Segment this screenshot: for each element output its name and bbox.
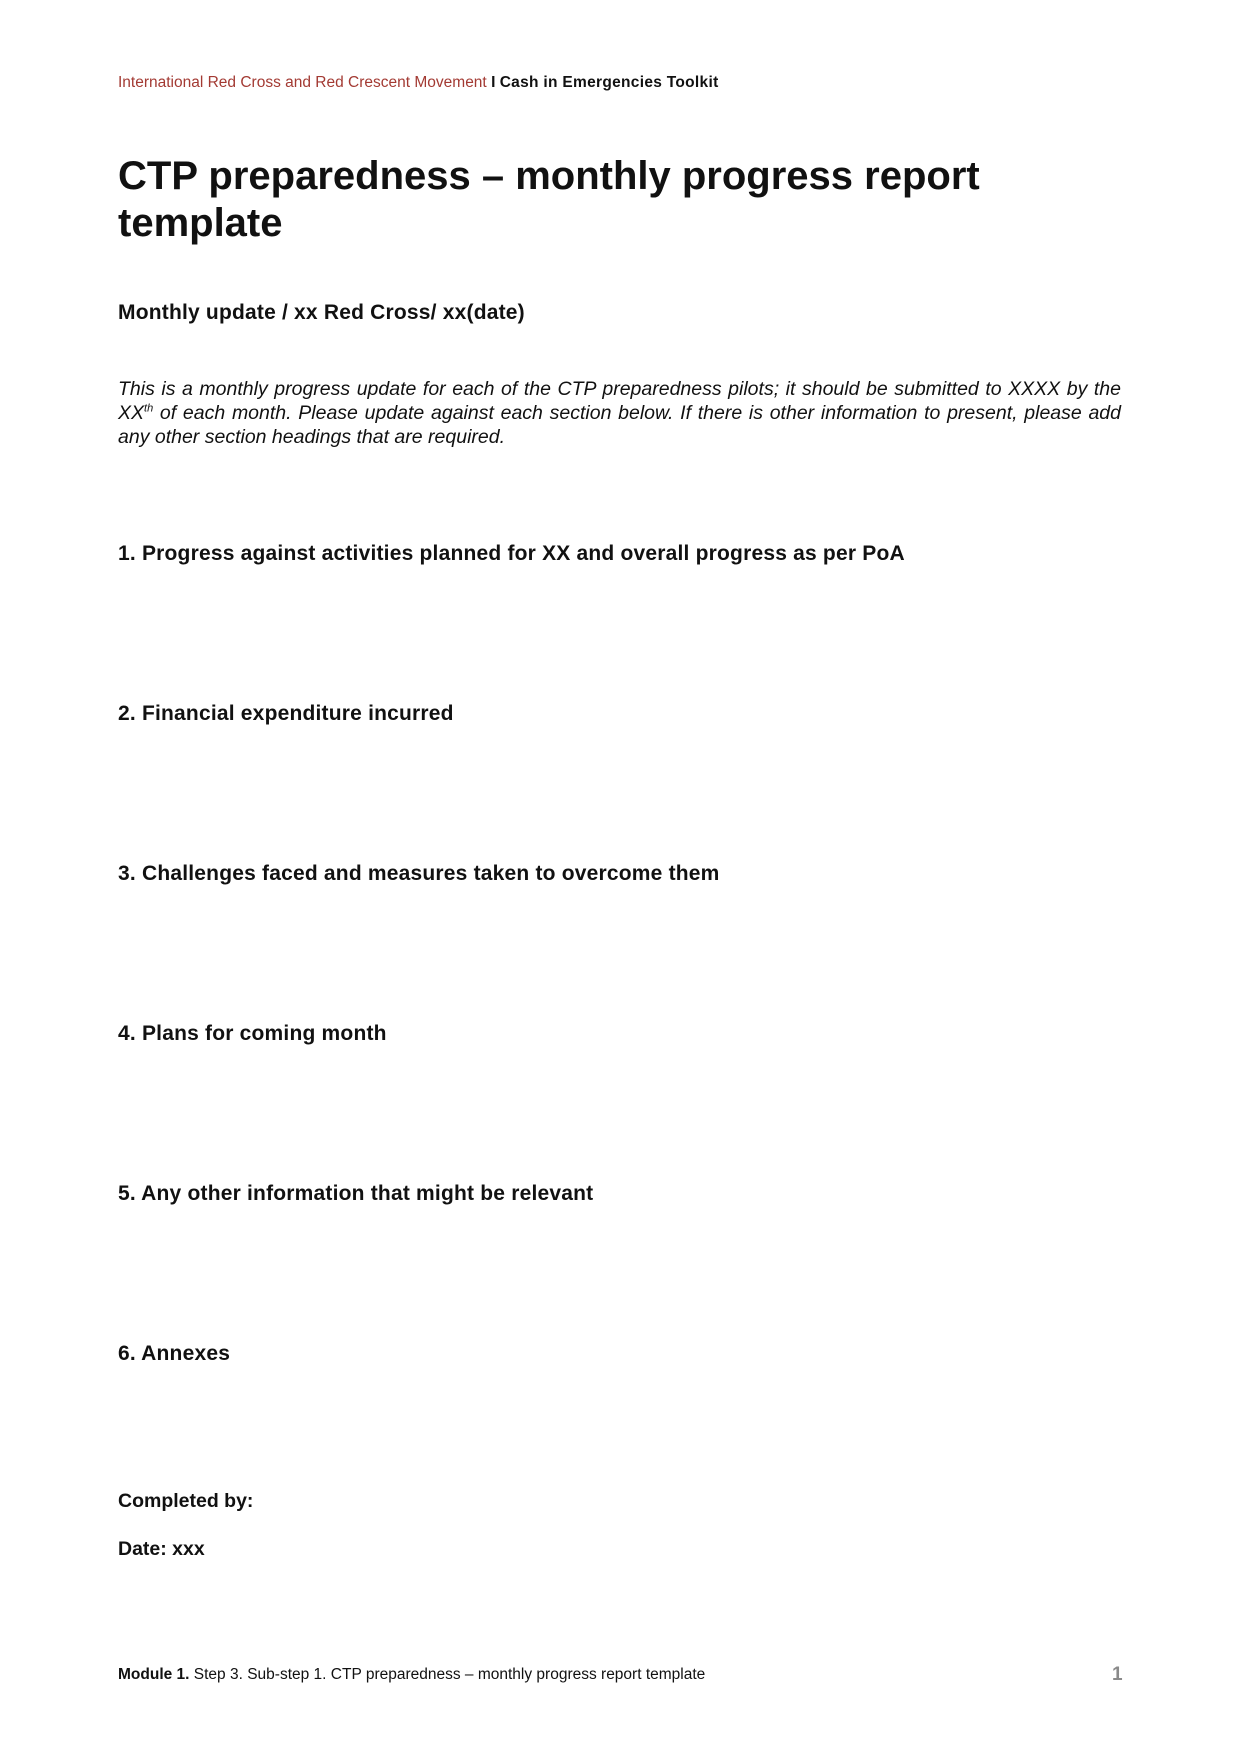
header-separator: I — [491, 74, 496, 91]
date-label: Date: xxx — [118, 1538, 205, 1560]
section-heading-annexes: 6. Annexes — [118, 1342, 231, 1365]
section-heading-plans: 4. Plans for coming month — [118, 1022, 387, 1045]
section-heading-challenges: 3. Challenges faced and measures taken to overcome them — [118, 862, 720, 885]
running-header — [118, 74, 719, 92]
footer-module: Module 1. — [118, 1666, 190, 1683]
completed-by-label: Completed by: — [118, 1490, 254, 1512]
running-footer — [118, 1666, 705, 1684]
section-heading-other-info: 5. Any other information that might be relevant — [118, 1182, 594, 1205]
document-title: CTP preparedness – monthly progress report template — [118, 154, 980, 245]
intro-text-part2: of each month. Please update against each section below. If there is other information to present, please add any other section headings that are required. — [118, 402, 1121, 448]
header-organization: International Red Cross and Red Crescent Movement — [118, 74, 487, 91]
intro-paragraph — [118, 377, 1121, 449]
intro-superscript: th — [144, 402, 154, 415]
document-subtitle: Monthly update / xx Red Cross/ xx(date) — [118, 301, 525, 324]
intro-text-part1: This is a monthly progress update for each of the CTP preparedness pilots; it should be submitted to XXXX by the XX — [118, 378, 1121, 424]
section-heading-financial: 2. Financial expenditure incurred — [118, 702, 454, 725]
header-toolkit-name: Cash in Emergencies Toolkit — [499, 74, 719, 91]
section-heading-progress: 1. Progress against activities planned for XX and overall progress as per PoA — [118, 542, 905, 565]
footer-text: Step 3. Sub-step 1. CTP preparedness – monthly progress report template — [189, 1666, 706, 1683]
page-number: 1 — [1112, 1664, 1123, 1685]
